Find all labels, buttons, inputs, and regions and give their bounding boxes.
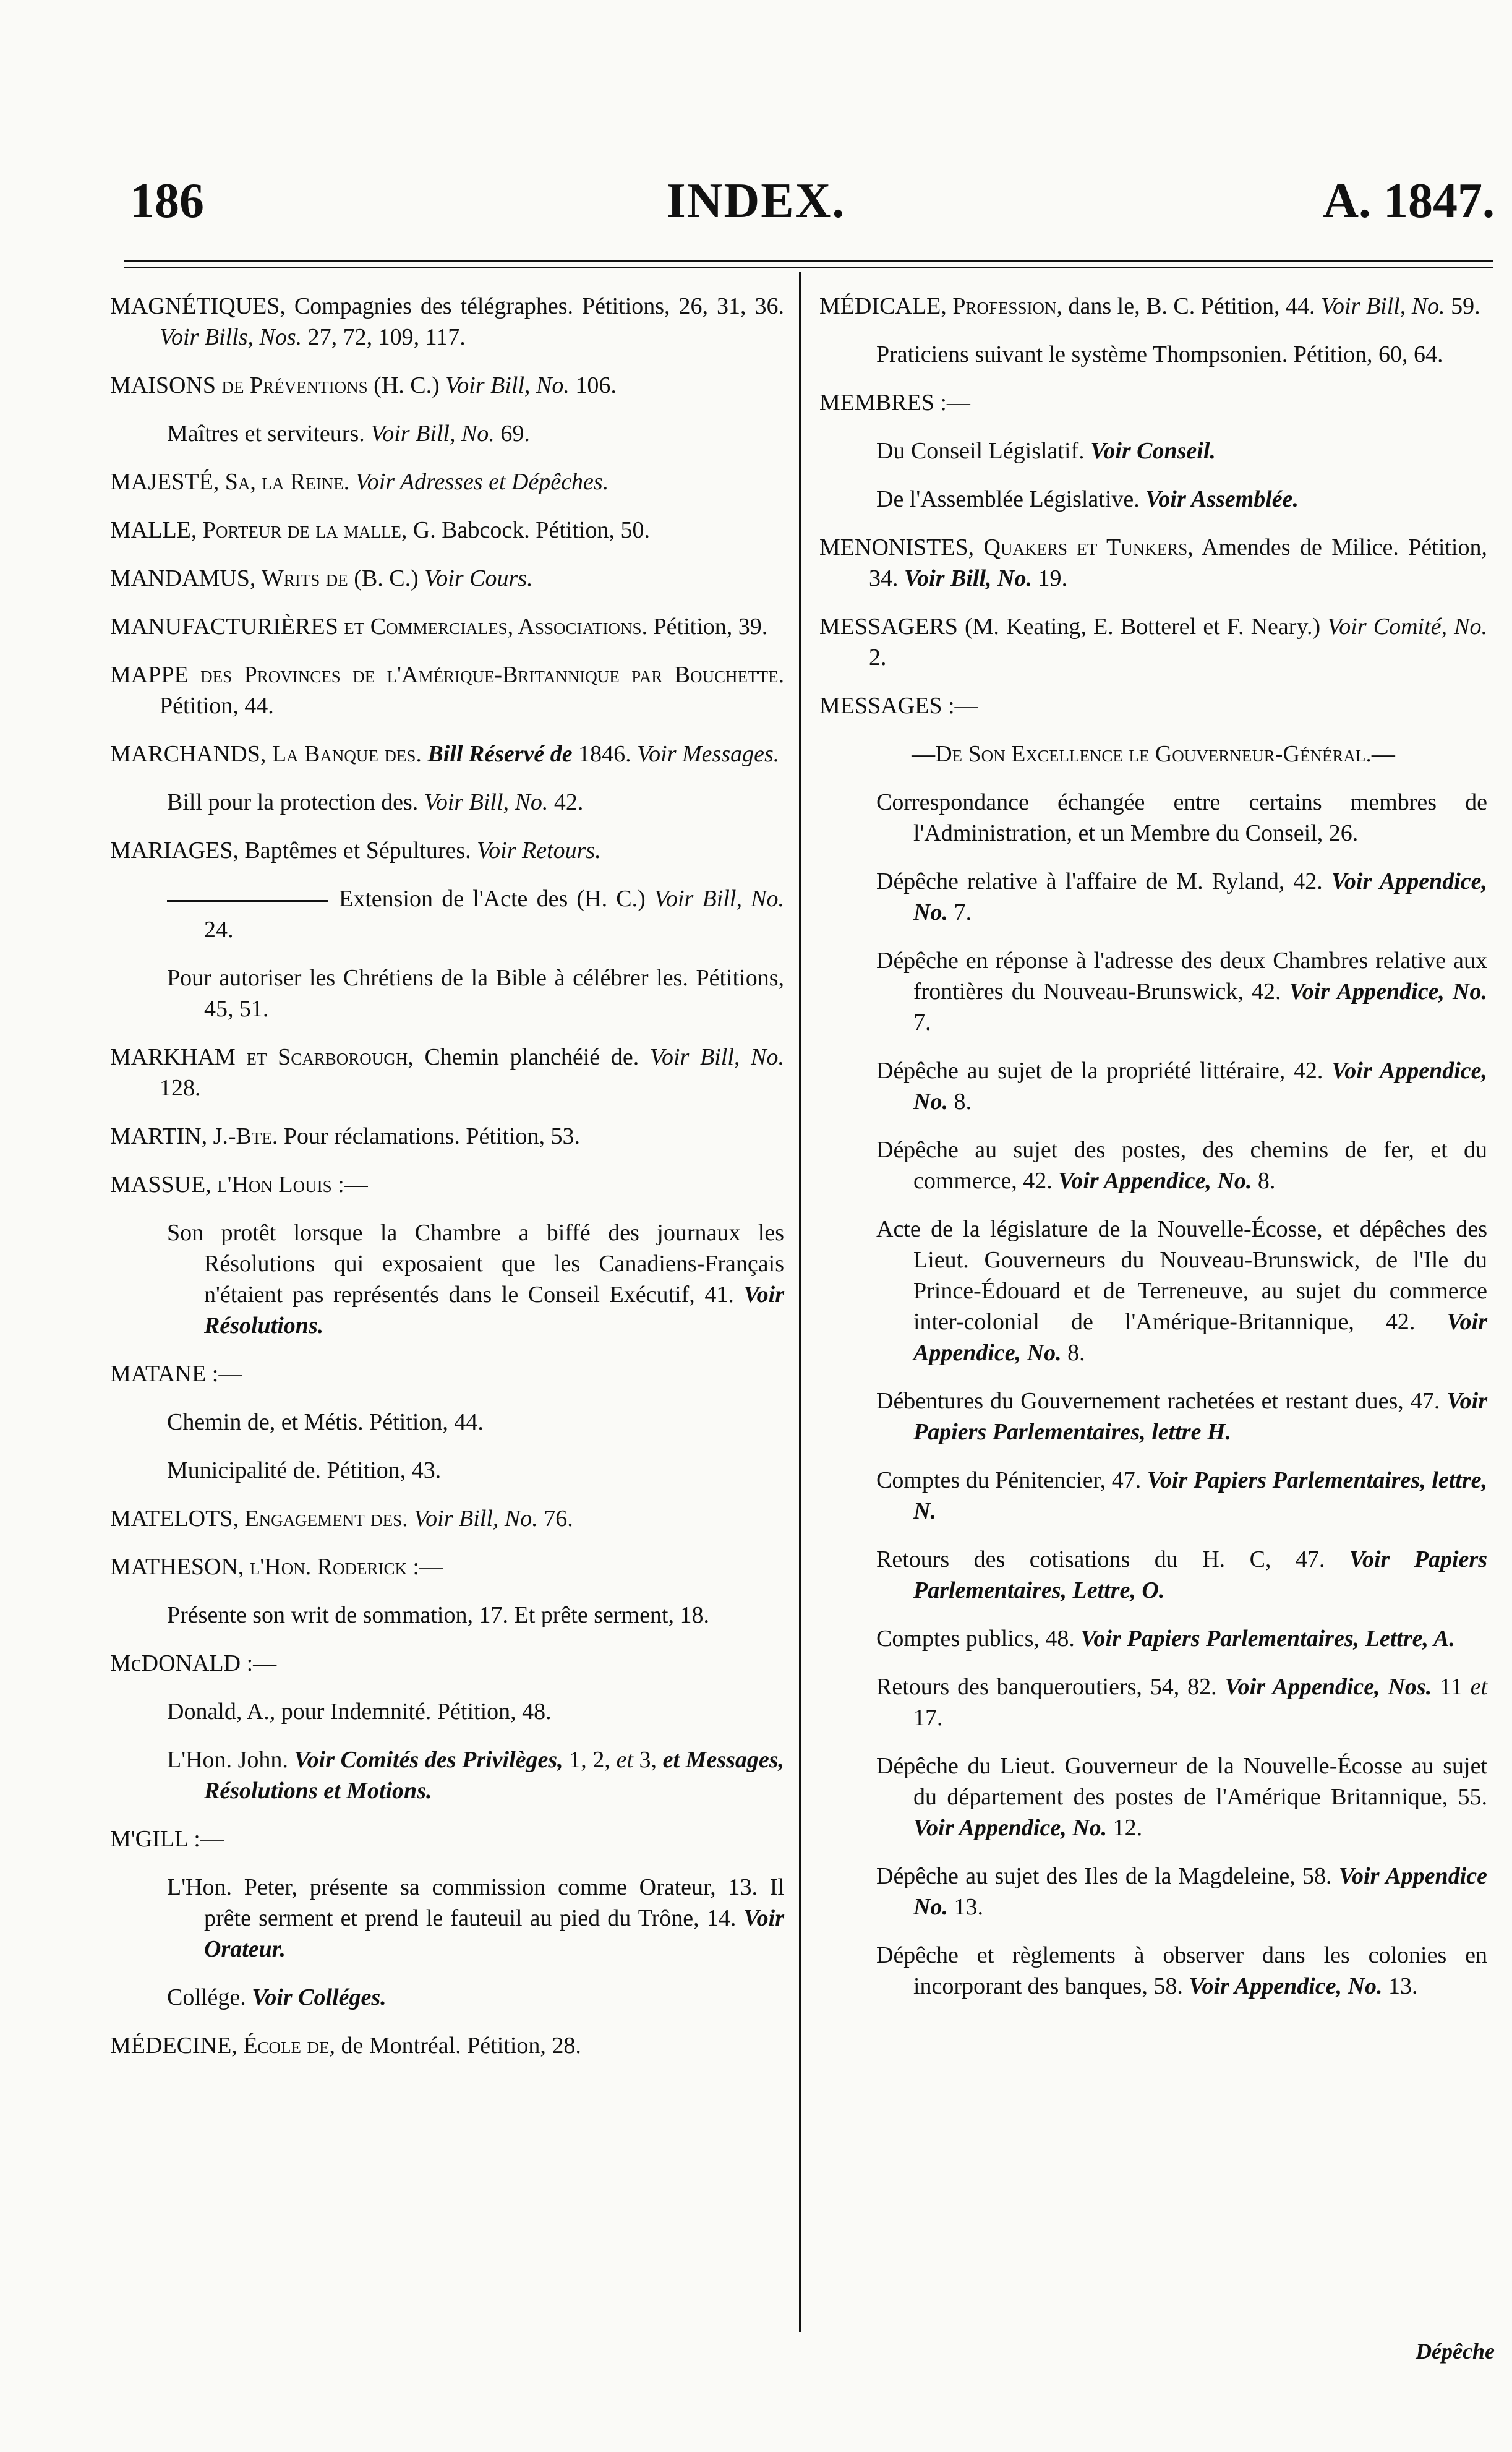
index-entry: MAJESTÉ, Sa, la Reine. Voir Adresses et Dépêches. bbox=[110, 469, 609, 495]
index-entry: MASSUE, l'Hon Louis :— bbox=[110, 1172, 368, 1198]
index-entry: MESSAGES :— bbox=[819, 693, 978, 719]
index-subentry: Correspondance échangée entre certains membres de l'Administration, et un Membre du Conseil, 26. bbox=[876, 789, 1487, 846]
index-subentry: Présente son writ de sommation, 17. Et prête serment, 18. bbox=[167, 1602, 709, 1628]
index-entry: McDONALD :— bbox=[110, 1650, 277, 1676]
index-entry: MAGNÉTIQUES, Compagnies des télégraphes. Pétitions, 26, 31, 36. Voir Bills, Nos. 27, 72, 109, 117. bbox=[110, 293, 784, 350]
index-entry: MALLE, Porteur de la malle, G. Babcock. Pétition, 50. bbox=[110, 517, 650, 543]
index-entry: MAPPE des Provinces de l'Amérique-Britannique par Bouchette. Pétition, 44. bbox=[110, 662, 785, 719]
column-divider bbox=[799, 272, 801, 2332]
index-entry: M'GILL :— bbox=[110, 1826, 224, 1852]
index-subentry: Praticiens suivant le système Thompsonien. Pétition, 60, 64. bbox=[876, 341, 1443, 367]
index-subentry: Dépêche au sujet de la propriété littéraire, 42. Voir Appendice, No. 8. bbox=[876, 1058, 1487, 1115]
index-entry: MÉDECINE, École de, de Montréal. Pétition, 28. bbox=[110, 2033, 581, 2059]
index-subentry: Son protêt lorsque la Chambre a biffé des journaux les Résolutions qui exposaient que les Canadiens-Français n'étaient pas représentés dans le Conseil Exécutif, 41. Voir Résolutions. bbox=[167, 1220, 784, 1339]
index-entry: MARTIN, J.-Bte. Pour réclamations. Pétition, 53. bbox=[110, 1123, 581, 1149]
index-subentry: Débentures du Gouvernement rachetées et restant dues, 47. Voir Papiers Parlementaires, lettre H. bbox=[876, 1388, 1487, 1445]
index-subentry: Acte de la législature de la Nouvelle-Écosse, et dépêches des Lieut. Gouverneurs du Nouveau-Brunswick, de l'Ile du Prince-Édouard et de Terreneuve, au sujet du commerce inter-colonial de l'Amérique-Britannique, 42. Voir Appendice, No. 8. bbox=[876, 1216, 1487, 1366]
index-subentry: Dépêche au sujet des Iles de la Magdeleine, 58. Voir Appendice No. 13. bbox=[876, 1863, 1487, 1920]
index-entry: MAISONS de Préventions (H. C.) Voir Bill, No. 106. bbox=[110, 372, 617, 398]
index-subentry: L'Hon. Peter, présente sa commission comme Orateur, 13. Il prête serment et prend le fauteuil au pied du Trône, 14. Voir Orateur. bbox=[167, 1874, 784, 1962]
index-subentry: Dépêche au sujet des postes, des chemins de fer, et du commerce, 42. Voir Appendice, No. 8. bbox=[876, 1137, 1487, 1194]
index-subentry: Dépêche relative à l'affaire de M. Ryland, 42. Voir Appendice, No. 7. bbox=[876, 868, 1487, 925]
index-entry: MARKHAM et Scarborough, Chemin planchéié de. Voir Bill, No. 128. bbox=[110, 1044, 784, 1101]
index-subentry: Donald, A., pour Indemnité. Pétition, 48. bbox=[167, 1699, 552, 1725]
index-subentry: Dépêche et règlements à observer dans les colonies en incorporant des banques, 58. Voir Appendice, No. 13. bbox=[876, 1942, 1487, 1999]
page-number: 186 bbox=[130, 174, 204, 228]
index-entry: MENONISTES, Quakers et Tunkers, Amendes de Milice. Pétition, 34. Voir Bill, No. 19. bbox=[819, 534, 1487, 591]
index-entry: MANUFACTURIÈRES et Commerciales, Associations. Pétition, 39. bbox=[110, 614, 768, 640]
left-column bbox=[110, 291, 784, 2078]
page-year: A. 1847. bbox=[1323, 174, 1495, 228]
index-subentry: Comptes publics, 48. Voir Papiers Parlementaires, Lettre, A. bbox=[876, 1626, 1455, 1652]
index-entry: MEMBRES :— bbox=[819, 390, 970, 416]
index-subentry: L'Hon. John. Voir Comités des Privilèges, 1, 2, et 3, et Messages, Résolutions et Motions. bbox=[167, 1747, 785, 1804]
index-subentry: Extension de l'Acte des (H. C.) Voir Bill, No. 24. bbox=[110, 883, 784, 945]
index-entry: MESSAGERS (M. Keating, E. Botterel et F. Neary.) Voir Comité, No. 2. bbox=[819, 614, 1487, 671]
index-subentry: Collége. Voir Colléges. bbox=[167, 1984, 387, 2010]
index-subentry: Retours des cotisations du H. C, 47. Voir Papiers Parlementaires, Lettre, O. bbox=[876, 1546, 1487, 1603]
page-title: INDEX. bbox=[666, 174, 846, 228]
index-subentry: Comptes du Pénitencier, 47. Voir Papiers Parlementaires, lettre, N. bbox=[876, 1467, 1487, 1524]
index-entry: MARCHANDS, La Banque des. Bill Réservé de 1846. Voir Messages. bbox=[110, 741, 780, 767]
index-subentry: Bill pour la protection des. Voir Bill, No. 42. bbox=[167, 789, 584, 815]
index-subentry: Municipalité de. Pétition, 43. bbox=[167, 1457, 442, 1483]
index-subentry: De l'Assemblée Législative. Voir Assemblée. bbox=[876, 486, 1299, 512]
index-subentry: Chemin de, et Métis. Pétition, 44. bbox=[167, 1409, 484, 1435]
section-heading: —De Son Excellence le Gouverneur-Général.— bbox=[912, 741, 1395, 767]
index-entry: MANDAMUS, Writs de (B. C.) Voir Cours. bbox=[110, 565, 533, 591]
index-entry: MATHESON, l'Hon. Roderick :— bbox=[110, 1554, 443, 1580]
index-entry: MATANE :— bbox=[110, 1361, 242, 1387]
index-subentry: Du Conseil Législatif. Voir Conseil. bbox=[876, 438, 1216, 464]
index-subentry: Maîtres et serviteurs. Voir Bill, No. 69. bbox=[167, 421, 530, 447]
header-rule-thick bbox=[124, 260, 1493, 262]
index-entry: MARIAGES, Baptêmes et Sépultures. Voir Retours. bbox=[110, 838, 601, 864]
index-entry: MÉDICALE, Profession, dans le, B. C. Pétition, 44. Voir Bill, No. 59. bbox=[819, 293, 1480, 319]
index-subentry: Retours des banqueroutiers, 54, 82. Voir Appendice, Nos. 11 et 17. bbox=[876, 1674, 1488, 1731]
index-subentry: Dépêche du Lieut. Gouverneur de la Nouvelle-Écosse au sujet du département des postes de l'Amérique Britannique, 55. Voir Appendice, No. 12. bbox=[876, 1753, 1487, 1841]
index-subentry: Dépêche en réponse à l'adresse des deux Chambres relative aux frontières du Nouveau-Brunswick, 42. Voir Appendice, No. 7. bbox=[876, 948, 1487, 1035]
index-subentry: Pour autoriser les Chrétiens de la Bible à célébrer les. Pétitions, 45, 51. bbox=[167, 965, 784, 1022]
index-entry: MATELOTS, Engagement des. Voir Bill, No. 76. bbox=[110, 1506, 573, 1532]
ditto-dash bbox=[167, 900, 328, 902]
header-rule-thin bbox=[124, 267, 1493, 268]
right-column bbox=[819, 291, 1487, 2019]
catchword: Dépêche bbox=[1416, 2339, 1495, 2364]
